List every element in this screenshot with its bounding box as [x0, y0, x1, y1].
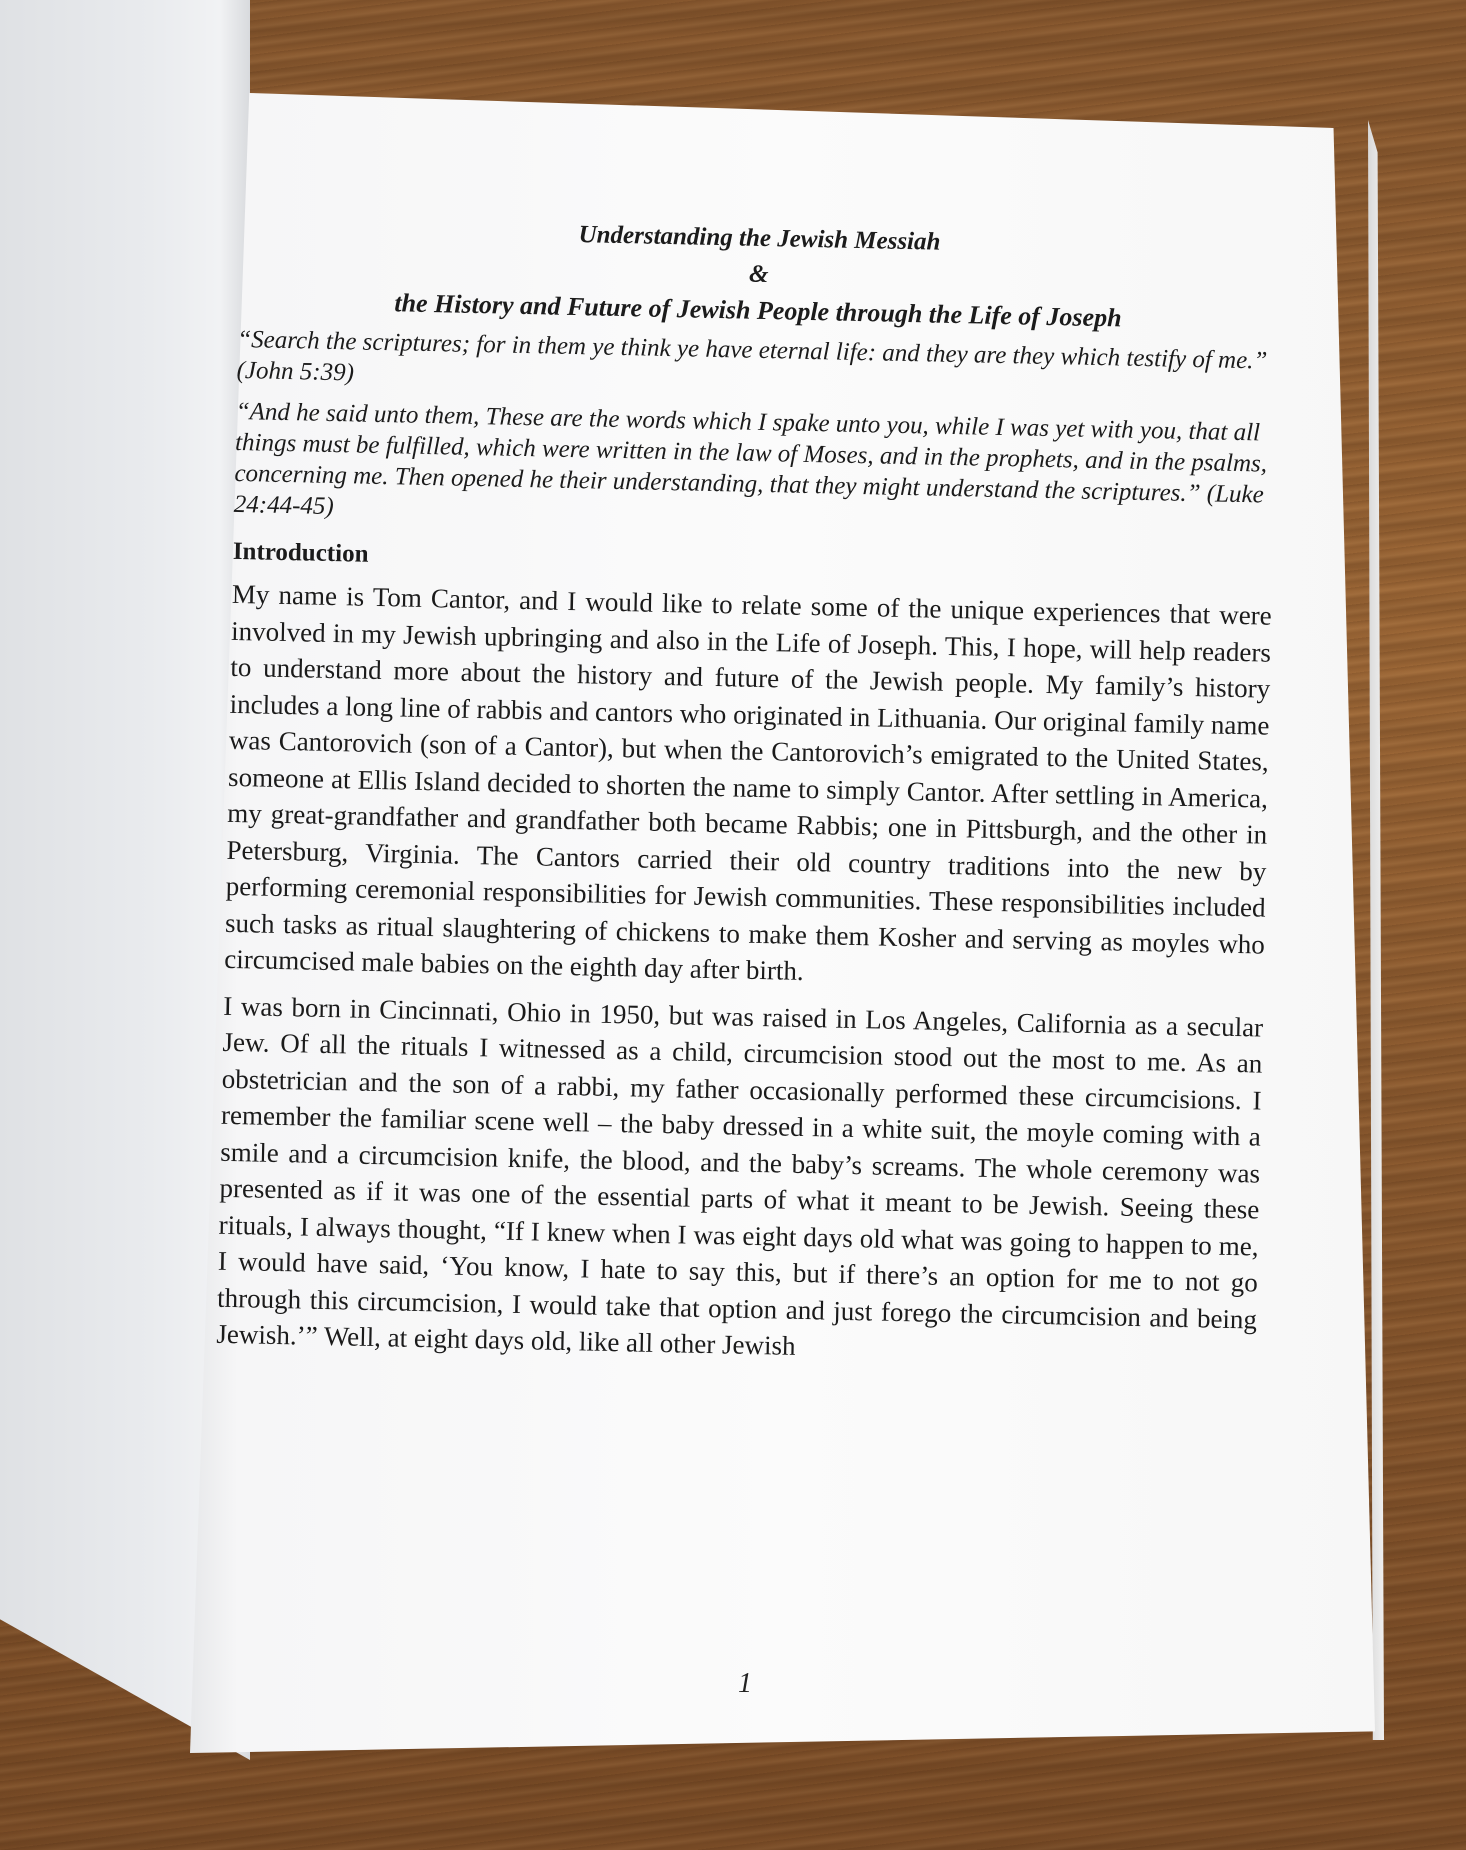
page-content: [216, 210, 1280, 1384]
paragraph-2: I was born in Cincinnati, Ohio in 1950, but was raised in Los Angeles, California as a secular Jew. Of all the rituals I witnessed as a child, circumcision stood out the most to me. As an obstetrician and the son of a rabbi, my father occasionally performed these circumcisions. I remember the familiar scene well – the baby dressed in a white suit, the moyle coming with a smile and a circumcision knife, the blood, and the baby’s screams. The whole ceremony was presented as if it was one of the essential parts of what it meant to be Jewish. Seeing these rituals, I always thought, “If I knew when I was eight days old what was going to happen to me, I would have said, ‘You know, I hate to say this, but if there’s an option for me to not go through this circumcision, I would take that option and just forego the circumcision and being Jewish.’” Well, at eight days old, like all other Jewish: [216, 990, 1264, 1361]
verse-luke: “And he said unto them, These are the words which I spake unto you, while I was yet with you, that all things must be fulfilled, which were written in the law of Moses, and in the prophets, and in the psalms, concerning me. Then opened he their understanding, that they might understand the scriptures.” (Luke 24:44-45): [233, 397, 1268, 521]
title-line-1: Understanding the Jewish Messiah: [578, 221, 941, 256]
verse-john: “Search the scriptures; for in them ye think ye have eternal life: and they are they which testify of me.” (John 5:39): [236, 325, 1268, 387]
page-number: 1: [738, 1668, 752, 1699]
paragraph-1: My name is Tom Cantor, and I would like to relate some of the unique experiences that were involved in my Jewish upbringing and also in the Life of Joseph. This, I hope, will help readers to understand more about the history and future of the Jewish people. My family’s history includes a long line of rabbis and cantors who originated in Lithuania. Our original family name was Cantorovich (son of a Cantor), but when the Cantorovich’s emigrated to the United States, someone at Ellis Island decided to shorten the name to simply Cantor. After settling in America, my great-grandfather and grandfather both became Rabbis; one in Pittsburgh, and the other in Petersburg, Virginia. The Cantors carried their old country traditions into the new by performing ceremonial responsibilities for Jewish communities. These responsibilities included such tasks as ritual slaughtering of chickens to make them Kosher and serving as moyles who circumcised male babies on the eighth day after birth.: [223, 578, 1273, 986]
title-line-2: the History and Future of Jewish People through the Life of Joseph: [394, 288, 1122, 333]
section-heading: Introduction: [232, 537, 369, 568]
title-ampersand: &: [748, 260, 769, 289]
